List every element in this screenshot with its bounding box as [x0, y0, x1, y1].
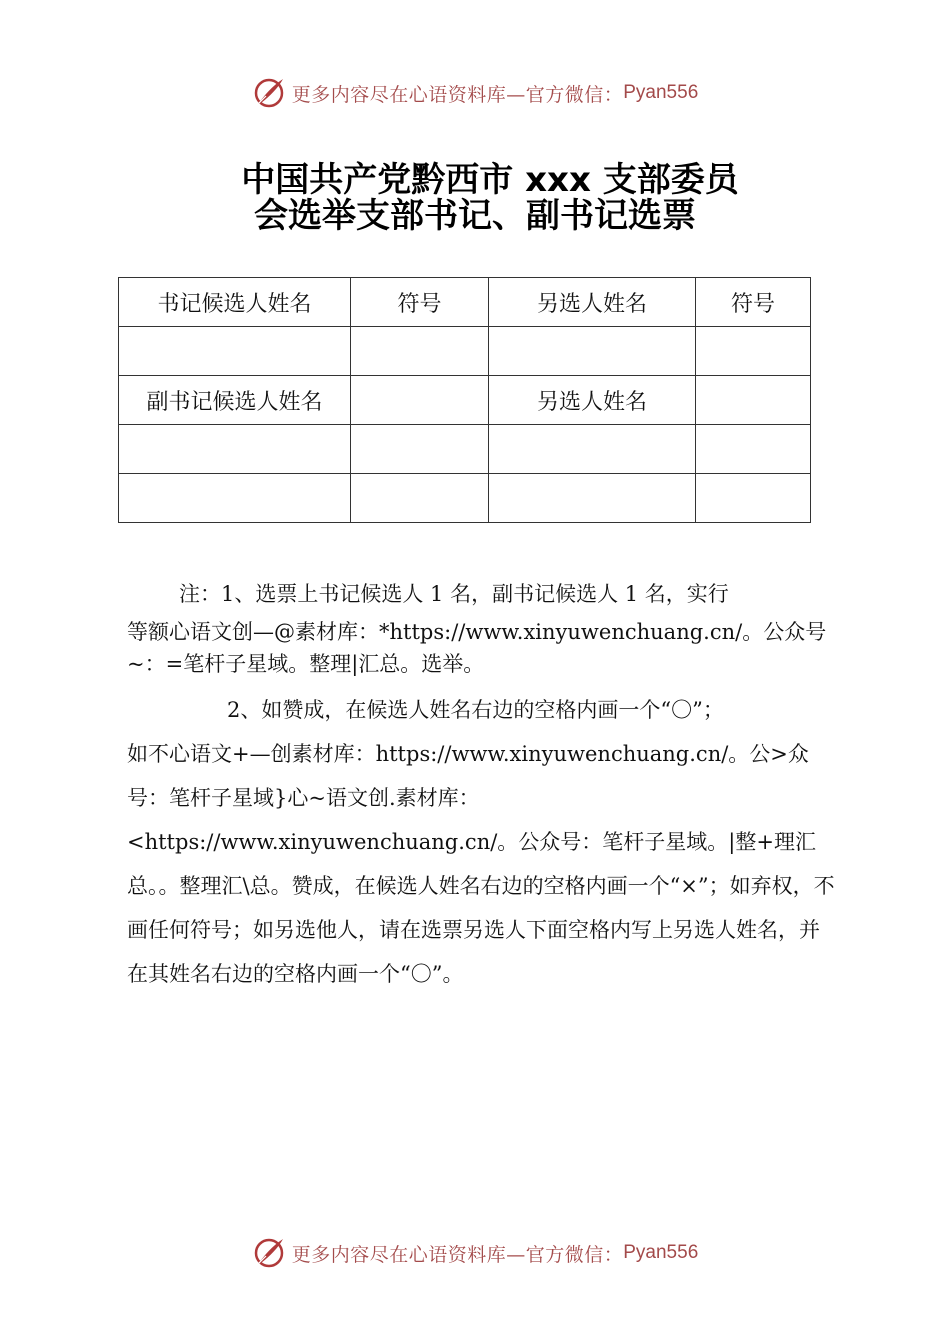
table-cell: 符号	[351, 278, 489, 327]
table-cell	[119, 474, 351, 523]
note-1-rest: 等额心语文创—@素材库：*https://www.xinyuwenchuang.cn/。公众号~：=笔杆子星域。整理|汇总。选举。	[127, 620, 827, 676]
table-cell	[696, 474, 811, 523]
table-cell: 另选人姓名	[489, 278, 696, 327]
table-cell	[696, 425, 811, 474]
table-cell	[489, 474, 696, 523]
ballot-title	[0, 162, 950, 234]
table-row	[119, 376, 811, 425]
footer-banner	[0, 1233, 950, 1273]
table-row	[119, 278, 811, 327]
note-1-first-line: 注：1、选票上书记候选人 1 名，副书记候选人 1 名，实行	[179, 582, 729, 606]
table-cell: 另选人姓名	[489, 376, 696, 425]
title-line-2: 会选举支部书记、副书记选票	[254, 196, 696, 236]
table-cell	[351, 425, 489, 474]
note-2-rest: 如不心语文+—创素材库：https://www.xinyuwenchuang.cn/。公>众号：笔杆子星域}心~语文创.素材库：<https://www.xinyuwenchuang.cn/。公众号：笔杆子星域。|整+理汇总。。整理汇\总。赞成，在候选人姓名右边的空格内画一个“×”；如弃权，不画任何符号；如另选他人，请在选票另选人下面空格内写上另选人姓名，并在其姓名右边的空格内画一个“〇”。	[127, 742, 835, 986]
quill-logo-icon	[252, 1236, 286, 1270]
table-row	[119, 474, 811, 523]
table-row	[119, 425, 811, 474]
table-cell	[489, 425, 696, 474]
quill-logo-icon	[252, 76, 286, 110]
header-banner	[0, 73, 950, 113]
table-cell	[119, 425, 351, 474]
notes-section	[127, 572, 839, 996]
table-row	[119, 327, 811, 376]
table-cell	[351, 474, 489, 523]
header-banner-text: 更多内容尽在心语资料库—官方微信：	[291, 83, 624, 106]
table-cell	[351, 376, 489, 425]
title-line-1: 中国共产党黔西市 xxx 支部委员	[241, 160, 739, 200]
table-cell: 副书记候选人姓名	[119, 376, 351, 425]
footer-banner-text: 更多内容尽在心语资料库—官方微信：	[291, 1243, 624, 1266]
table-cell	[696, 327, 811, 376]
table-cell	[696, 376, 811, 425]
table-cell: 书记候选人姓名	[119, 278, 351, 327]
table-cell	[489, 327, 696, 376]
footer-wechat-id: Pyan556	[623, 1242, 699, 1263]
table-cell: 符号	[696, 278, 811, 327]
header-wechat-id: Pyan556	[623, 82, 699, 103]
table-cell	[119, 327, 351, 376]
note-2-first-line: 2、如赞成，在候选人姓名右边的空格内画一个“〇”；	[227, 698, 724, 722]
ballot-table	[118, 277, 811, 523]
table-cell	[351, 327, 489, 376]
